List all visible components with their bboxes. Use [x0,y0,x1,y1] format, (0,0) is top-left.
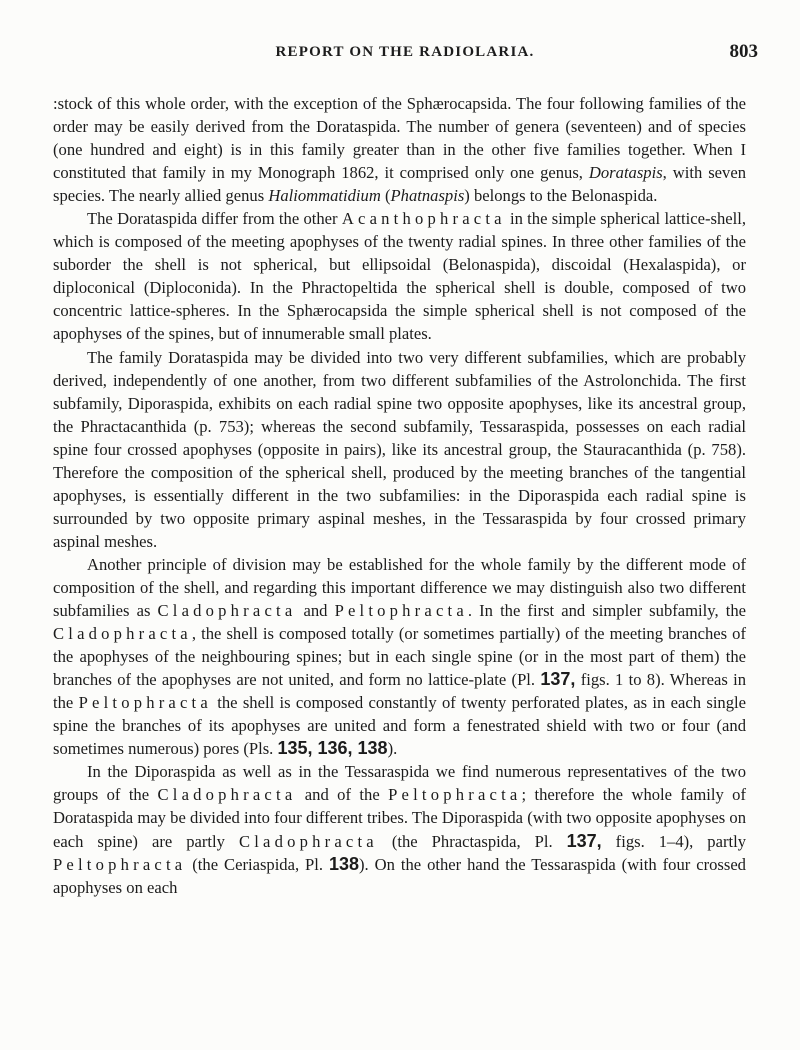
spaced-term: Cladophracta [53,624,192,644]
text-run: (the Phractaspida, Pl. [377,831,567,851]
paragraph [53,346,746,553]
text-run: the shell is composed constantly of twenty perforated plates, as in each single spine the branches of its apophyses are united and form a fenestrated shield with two or four (and sometimes numerous) pores (Pls. [53,693,746,759]
running-head: REPORT ON THE RADIOLARIA. [275,44,535,60]
text-run: ( [380,186,391,206]
italic-taxon: Phatnaspis [390,186,465,206]
spaced-term: Peltophracta [388,785,522,805]
spaced-term: Acanthophracta [341,209,506,229]
text-run: The family Dorataspida may be divided into two very different subfamilies, which are probably derived, independently of one another, from two different subfamilies of the Astrolonchida. The first subfamily, Diporaspida, exhibits on each radial spine two opposite apophyses, like its ancestral group, the Phractacanthida (p. 753); whereas the second subfamily, Tessaraspida, possesses on each radial spine four crossed apophyses (opposite in pairs), like its ancestral group, the Stauracanthida (p. 758). Therefore the composition of the spherical shell, produced by the meeting branches of the tangential apophyses, is essentially different in the two subfamilies: in the Diporaspida each radial spine is surrounded by two opposite primary aspinal meshes, in the Tessaraspida by four crossed primary aspinal meshes. [53,347,746,551]
plate-reference: 138 [328,853,360,874]
page-header [52,41,758,72]
plate-reference: 137, [540,669,576,690]
text-run: ). On the other hand the Tessaraspida (with four crossed apophyses on each [53,854,746,897]
paragraph [53,553,746,760]
italic-taxon: Haliommatidium [268,186,381,206]
text-run: , the shell is composed totally (or sometimes partially) of the meeting branches of the apophyses of the neighbouring spines; but in each single spine (or in the most part of them) the branches of the apophyses are not united, and form no lattice-plate (Pl. [53,624,746,690]
italic-taxon: Dorataspis [588,163,663,183]
paragraph [53,760,746,898]
spaced-term: Cladophracta [238,831,378,851]
text-run: figs. 1 to 8). Whereas in the [53,670,746,713]
spaced-term: Peltophracta [334,601,468,621]
spaced-term: Peltophracta [53,854,187,874]
spaced-term: Cladophracta [157,601,297,621]
plate-reference: 137, [566,830,602,851]
text-run: ). [387,739,398,759]
plate-reference: 135, 136, 138 [277,738,388,759]
text-run: ) belongs to the Belonaspida. [464,186,658,206]
text-run: and [296,601,335,621]
text-run: Another principle of division may be established for the whole family by the different mode of composition of the shell, and regarding this important difference we may distinguish also two different subfamilies as [53,554,746,621]
text-run: in the simple spherical lattice-shell, which is composed of the meeting apophyses of the twenty radial spines. In three other families of the suborder the shell is not spherical, but ellipsoidal (Belonaspida), discoidal (Hexalaspida), or diploconical (Diploconida). In the Phractopeltida the spherical shell is double, composed of two concentric lattice-spheres. In the Sphærocapsida the simple spherical shell is not composed of the apophyses of the spines, but of innumerable small plates. [53,209,746,344]
spaced-term: Cladophracta [157,785,297,805]
text-run: The Dorataspida differ from the other [87,209,342,229]
text-run: (the Ceriaspida, Pl. [186,854,329,874]
text-run: , with seven species. The nearly allied genus [53,163,746,206]
text-run: figs. 1–4), partly [601,831,747,851]
text-run: :stock of this whole order, with the exception of the Sphærocapsida. The four following families of the order may be easily derived from the Dorataspida. The number of genera (seventeen) and of species (one hundred and eight) is in this family greater than in the other five families together. When I constituted that family in my Monograph 1862, it comprised only one genus, [53,94,746,183]
text-run: . In the first and simpler subfamily, the [467,601,746,621]
text-run: and of the [296,785,389,805]
paragraph [53,207,746,345]
body-text [53,92,746,899]
text-run: ; therefore the whole family of Dorataspida may be divided into four different tribes. The Diporaspida (with two opposite apophyses on each spine) are partly [53,785,746,851]
spaced-term: Peltophracta [78,693,212,713]
page-number: 803 [729,41,758,62]
paragraph [53,92,746,207]
text-run: In the Diporaspida as well as in the Tessaraspida we find numerous representatives of the two groups of the [53,762,746,805]
